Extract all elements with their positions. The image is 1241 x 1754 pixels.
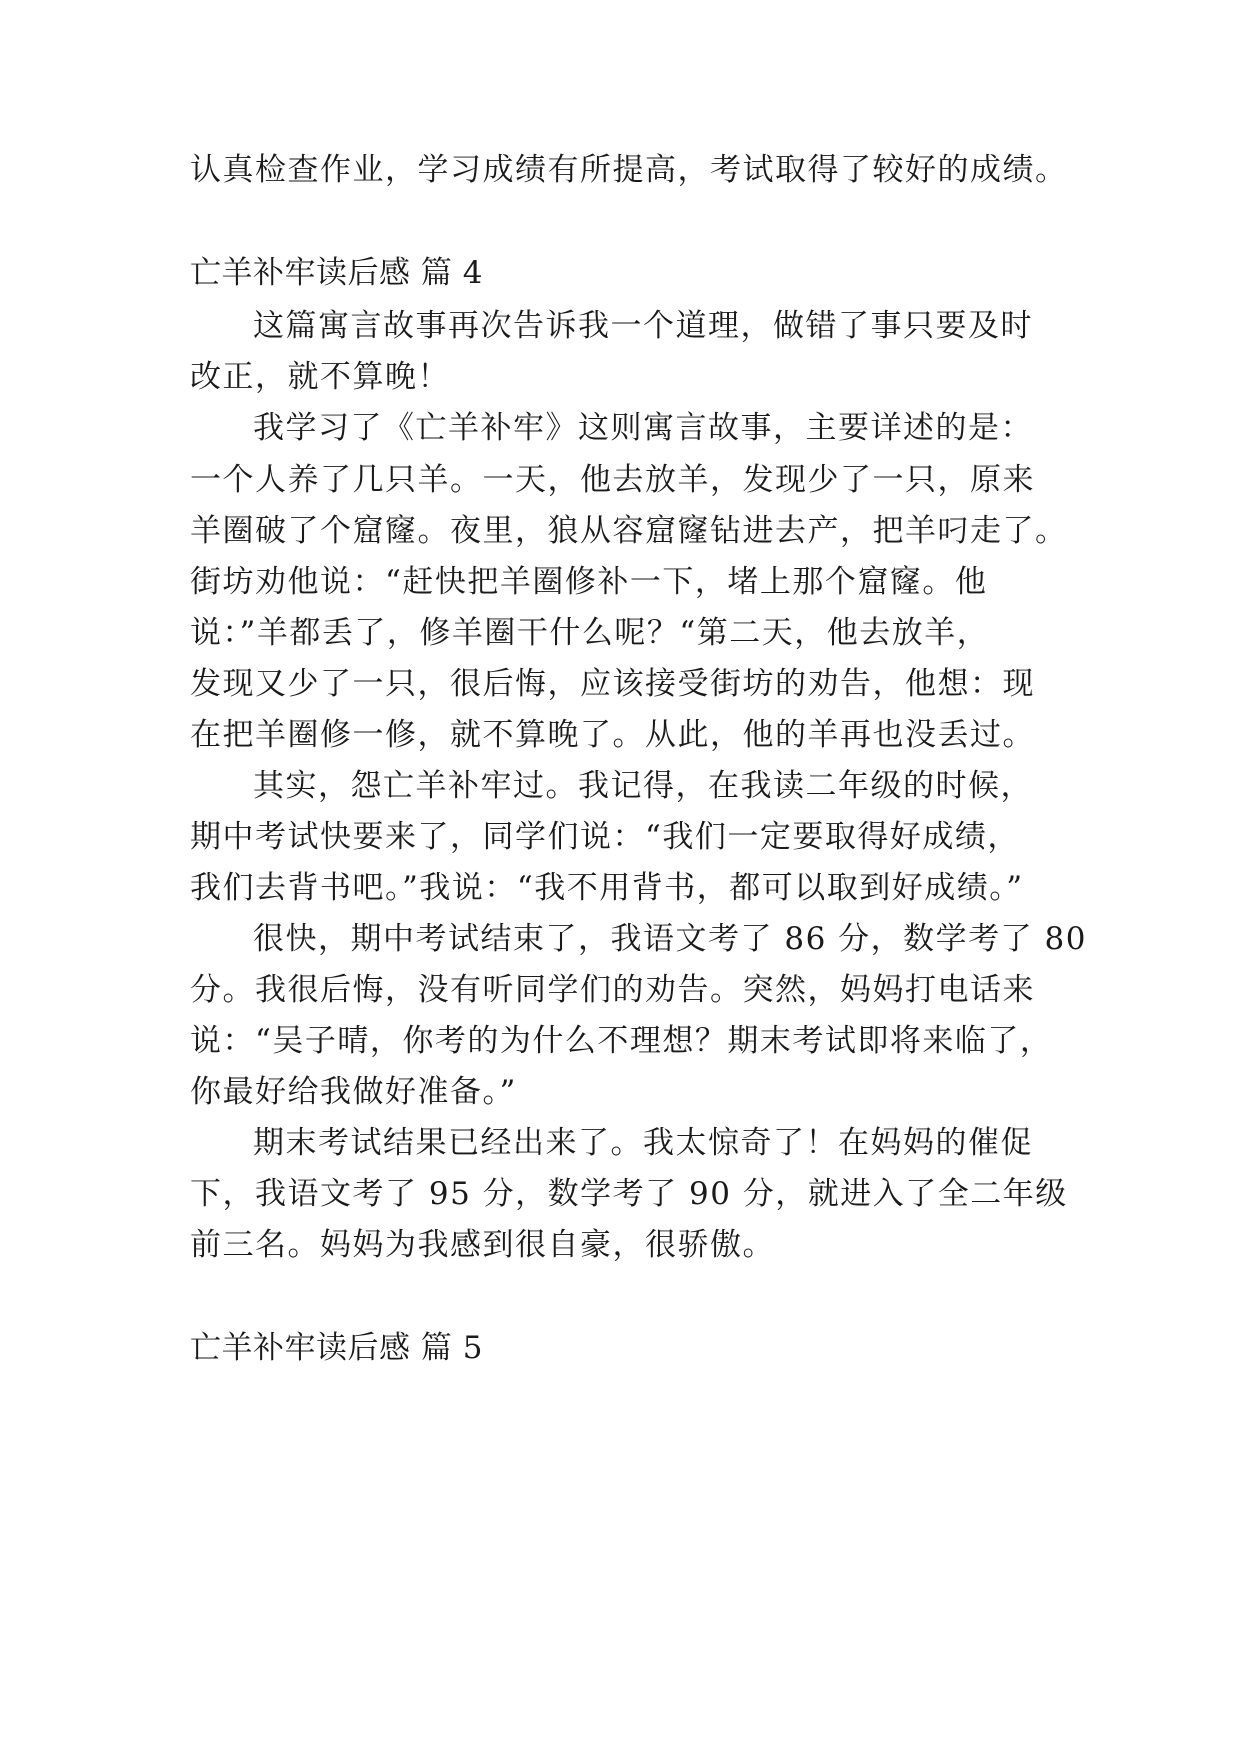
- paragraph-line: 这篇寓言故事再次告诉我一个道理，做错了事只要及时: [253, 308, 1033, 344]
- paragraph-line: 改正，就不算晚！: [190, 359, 450, 395]
- paragraph-line: 一个人养了几只羊。一天，他去放羊，发现少了一只，原来: [190, 462, 1035, 498]
- paragraph-line: 我们去背书吧。”我说：“我不用背书，都可以取到好成绩。”: [190, 870, 1024, 906]
- paragraph-line: 街坊劝他说：“赶快把羊圈修补一下，堵上那个窟窿。他: [190, 564, 988, 600]
- intro-line: 认真检查作业，学习成绩有所提高，考试取得了较好的成绩。: [190, 152, 1068, 188]
- paragraph-line: 很快，期中考试结束了，我语文考了 86 分，数学考了 80: [253, 921, 1087, 957]
- section-4-heading: 亡羊补牢读后感 篇 4: [190, 255, 483, 291]
- paragraph-line: 在把羊圈修一修，就不算晚了。从此，他的羊再也没丢过。: [190, 717, 1035, 753]
- paragraph-line: 期末考试结果已经出来了。我太惊奇了！在妈妈的催促: [253, 1125, 1033, 1161]
- paragraph-line: 分。我很后悔，没有听同学们的劝告。突然，妈妈打电话来: [190, 972, 1035, 1008]
- paragraph-line: 说：”羊都丢了，修羊圈干什么呢？“第二天，他去放羊，: [190, 615, 990, 651]
- paragraph-line: 羊圈破了个窟窿。夜里，狼从容窟窿钻进去产，把羊叼走了。: [190, 513, 1068, 549]
- paragraph-line: 期中考试快要来了，同学们说：“我们一定要取得好成绩，: [190, 819, 1020, 855]
- paragraph-line: 说：“吴子晴，你考的为什么不理想？期末考试即将来临了，: [190, 1023, 1053, 1059]
- paragraph-line: 你最好给我做好准备。”: [190, 1074, 517, 1110]
- paragraph-line: 下，我语文考了 95 分，数学考了 90 分，就进入了全二年级: [190, 1176, 1068, 1212]
- paragraph-line: 前三名。妈妈为我感到很自豪，很骄傲。: [190, 1227, 775, 1263]
- paragraph-line: 我学习了《亡羊补牢》这则寓言故事，主要详述的是：: [253, 410, 1033, 446]
- section-5-heading: 亡羊补牢读后感 篇 5: [190, 1330, 483, 1366]
- paragraph-line: 其实，怨亡羊补牢过。我记得，在我读二年级的时候，: [253, 768, 1033, 804]
- paragraph-line: 发现又少了一只，很后悔，应该接受街坊的劝告，他想：现: [190, 666, 1035, 702]
